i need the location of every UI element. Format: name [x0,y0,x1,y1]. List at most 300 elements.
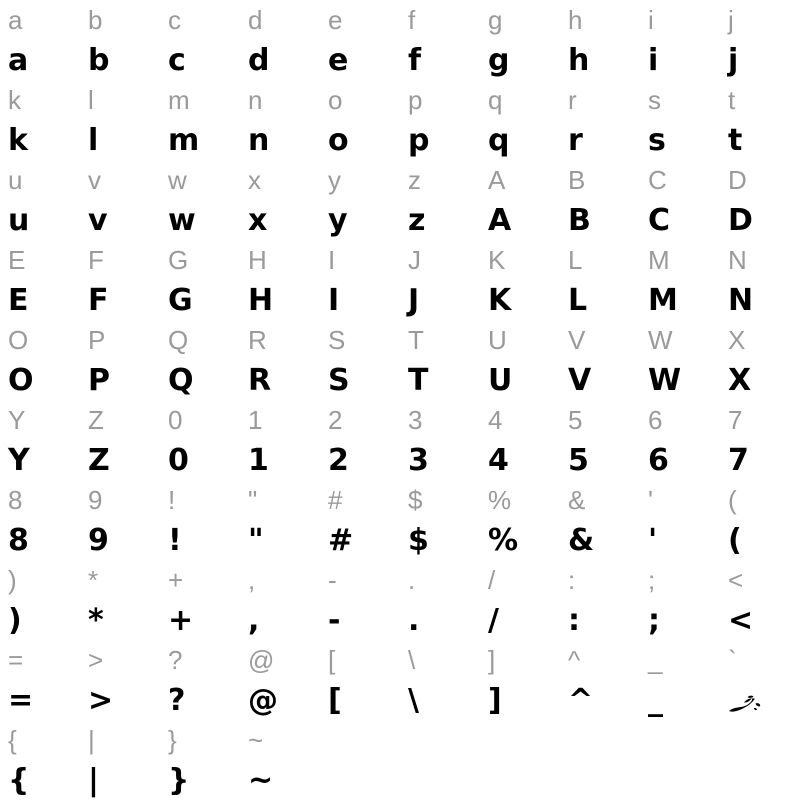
glyph-bold-cell [560,440,640,480]
glyph-label-cell [720,400,800,440]
glyph-label: R [248,325,267,355]
glyph-bold: [ [328,683,342,718]
glyph-label-cell [400,720,480,760]
glyph-bold-cell [80,440,160,480]
glyph-bold-cell [320,40,400,80]
glyph-bold: : [568,603,580,638]
glyph-label-cell [640,160,720,200]
glyph-label: ? [168,645,183,675]
glyph-bold: h [568,43,590,78]
glyph-label: 4 [488,405,503,435]
glyph-label: ( [728,485,737,515]
glyph-label-cell [640,320,720,360]
glyph-bold-cell [80,40,160,80]
glyph-label-cell [400,240,480,280]
glyph-bold: $ [408,523,429,558]
glyph-bold: v [88,203,108,238]
glyph-label-cell [320,320,400,360]
ornament-glyph [728,695,762,717]
glyph-bold: U [488,363,513,398]
bold-row [0,360,800,400]
glyph-label: k [8,85,21,115]
glyph-label: , [248,565,256,595]
glyph-label: y [328,165,341,195]
bold-row [0,760,800,800]
bold-row [0,40,800,80]
glyph-label-cell [480,560,560,600]
glyph-bold: s [648,123,666,158]
glyph-bold-cell [80,200,160,240]
glyph-label: P [88,325,106,355]
glyph-bold-cell [160,280,240,320]
bold-row [0,440,800,480]
glyph-label-cell [240,320,320,360]
glyph-label: G [168,245,189,275]
glyph-label: 1 [248,405,263,435]
glyph-bold-cell [80,760,160,800]
glyph-label-cell [240,240,320,280]
glyph-label-cell [640,480,720,520]
glyph-bold-cell [240,120,320,160]
glyph-label: 3 [408,405,423,435]
glyph-row-pair [0,400,800,480]
glyph-bold-cell [0,600,80,640]
glyph-label: v [88,165,101,195]
glyph-label-cell [560,640,640,680]
glyph-label: > [88,645,104,675]
glyph-bold: - [328,603,341,638]
glyph-bold-cell [640,360,720,400]
glyph-bold: + [168,603,194,638]
glyph-label: n [248,85,263,115]
glyph-bold-cell [480,200,560,240]
glyph-bold: , [248,603,260,638]
glyph-label-cell [560,240,640,280]
glyph-bold: F [88,283,109,318]
glyph-bold: & [568,523,595,558]
glyph-bold-cell [640,600,720,640]
glyph-bold-cell [400,520,480,560]
glyph-bold: # [328,523,354,558]
glyph-label: 7 [728,405,743,435]
glyph-bold-cell [560,280,640,320]
glyph-bold: R [248,363,272,398]
glyph-label: B [568,165,586,195]
glyph-label: b [88,5,103,35]
glyph-bold: > [88,683,114,718]
glyph-bold: = [8,683,34,718]
glyph-label: ! [168,485,176,515]
glyph-label-cell [400,80,480,120]
glyph-bold: m [168,123,200,158]
glyph-bold: @ [248,683,278,718]
glyph-label-cell [240,0,320,40]
glyph-label: 0 [168,405,183,435]
glyph-label-cell [720,0,800,40]
glyph-label: T [408,325,424,355]
glyph-bold-cell [240,760,320,800]
glyph-label: N [728,245,747,275]
glyph-label-cell [720,320,800,360]
glyph-label-cell [80,320,160,360]
glyph-bold: ) [8,603,22,638]
glyph-bold-cell [0,40,80,80]
bold-row [0,520,800,560]
glyph-label: a [8,5,23,35]
glyph-label: @ [248,645,275,675]
glyph-bold-cell [640,280,720,320]
glyph-bold-cell [80,120,160,160]
glyph-bold: l [88,123,99,158]
glyph-row-pair [0,160,800,240]
glyph-bold-cell [400,440,480,480]
glyph-bold: f [408,43,422,78]
glyph-label-cell [560,80,640,120]
glyph-bold-cell [720,120,800,160]
glyph-label-cell [480,0,560,40]
glyph-label-cell [480,160,560,200]
glyph-bold-cell [640,200,720,240]
glyph-label: $ [408,485,423,515]
glyph-label-cell [320,640,400,680]
glyph-bold-cell [640,40,720,80]
glyph-bold-cell [560,600,640,640]
glyph-bold: e [328,43,349,78]
glyph-bold-cell [80,600,160,640]
glyph-bold-cell [640,440,720,480]
glyph-bold-cell [80,680,160,720]
glyph-bold: N [728,283,754,318]
glyph-bold: 6 [648,443,669,478]
glyph-label: " [248,485,258,515]
glyph-label: V [568,325,586,355]
glyph-bold: I [328,283,340,318]
glyph-bold: p [408,123,430,158]
glyph-bold-cell [320,360,400,400]
glyph-label-cell [240,480,320,520]
glyph-bold: 1 [248,443,269,478]
glyph-bold: G [168,283,193,318]
glyph-bold-cell [720,200,800,240]
glyph-label-cell [160,320,240,360]
glyph-label-cell [400,480,480,520]
glyph-bold: Y [8,443,30,478]
glyph-bold-cell [720,520,800,560]
glyph-bold: ] [488,683,502,718]
glyph-row-pair [0,240,800,320]
glyph-label: ^ [568,645,581,675]
glyph-label-cell [80,480,160,520]
glyph-bold: Q [168,363,194,398]
glyph-bold: } [168,763,190,798]
glyph-row-pair [0,640,800,720]
glyph-label-cell [480,720,560,760]
glyph-row-pair [0,720,800,800]
glyph-bold: q [488,123,510,158]
label-row [0,720,800,760]
glyph-label-cell [720,80,800,120]
glyph-bold: < [728,603,754,638]
glyph-label: ; [648,565,656,595]
glyph-bold: u [8,203,30,238]
glyph-label: Q [168,325,189,355]
glyph-bold: \ [408,683,419,718]
glyph-label: s [648,85,661,115]
label-row [0,80,800,120]
glyph-label-cell [0,80,80,120]
glyph-bold-cell [320,520,400,560]
glyph-label: m [168,85,190,115]
glyph-bold: O [8,363,34,398]
glyph-label-cell [640,240,720,280]
glyph-label: * [88,565,99,595]
glyph-bold-cell [720,600,800,640]
glyph-label: C [648,165,667,195]
glyph-label-cell [480,400,560,440]
glyph-bold-cell [720,360,800,400]
glyph-label: r [568,85,577,115]
glyph-label: J [408,245,421,275]
glyph-bold-cell [240,520,320,560]
glyph-bold: 0 [168,443,189,478]
glyph-label: A [488,165,506,195]
glyph-label: t [728,85,736,115]
glyph-bold-cell [320,440,400,480]
glyph-bold-cell [480,760,560,800]
glyph-bold: w [168,203,196,238]
glyph-bold-cell [160,760,240,800]
glyph-bold-cell [320,600,400,640]
glyph-label-cell [160,400,240,440]
glyph-bold-cell [0,520,80,560]
glyph-label-cell [240,400,320,440]
glyph-bold-cell [240,280,320,320]
glyph-label-cell [640,80,720,120]
glyph-bold: ~ [248,763,274,798]
bold-row [0,120,800,160]
glyph-bold: K [488,283,512,318]
glyph-label: _ [648,645,663,675]
glyph-label: D [728,165,747,195]
glyph-bold-cell [400,680,480,720]
glyph-bold-cell [320,120,400,160]
glyph-bold: A [488,203,512,238]
glyph-bold-cell [160,200,240,240]
glyph-bold: D [728,203,753,238]
glyph-label: i [648,5,654,35]
glyph-label-cell [480,320,560,360]
glyph-label-cell [160,0,240,40]
glyph-label: 6 [648,405,663,435]
glyph-label-cell [560,0,640,40]
glyph-bold: | [88,763,99,798]
glyph-label: Z [88,405,104,435]
glyph-bold: y [328,203,348,238]
glyph-bold-cell [560,760,640,800]
glyph-bold-cell [400,760,480,800]
glyph-label: x [248,165,261,195]
glyph-label-cell [480,640,560,680]
glyph-bold: g [488,43,510,78]
glyph-bold: x [248,203,268,238]
glyph-bold-cell [160,40,240,80]
glyph-label-cell [240,80,320,120]
glyph-label-cell [160,160,240,200]
glyph-bold: * [88,603,104,638]
glyph-bold: z [408,203,426,238]
glyph-label-cell [720,560,800,600]
glyph-label: - [328,565,337,595]
glyph-label: X [728,325,746,355]
glyph-label: W [648,325,673,355]
glyph-bold-cell [720,40,800,80]
glyph-bold: W [648,363,682,398]
glyph-bold-cell [640,520,720,560]
glyph-label: ] [488,645,496,675]
glyph-label-cell [480,480,560,520]
glyph-label: ~ [248,725,264,755]
glyph-label-cell [320,160,400,200]
glyph-bold-cell [240,680,320,720]
glyph-label: % [488,485,512,515]
glyph-label-cell [640,560,720,600]
glyph-label-cell [640,640,720,680]
label-row [0,160,800,200]
glyph-row-pair [0,80,800,160]
glyph-label-cell [320,80,400,120]
glyph-bold-cell [480,440,560,480]
glyph-label: + [168,565,184,595]
glyph-bold-cell [480,120,560,160]
glyph-bold: T [408,363,429,398]
label-row [0,0,800,40]
glyph-label-cell [560,560,640,600]
glyph-row-pair [0,560,800,640]
glyph-label-cell [80,160,160,200]
glyph-bold: k [8,123,28,158]
glyph-bold: b [88,43,110,78]
glyph-bold-cell [480,280,560,320]
glyph-label: z [408,165,421,195]
glyph-label: 9 [88,485,103,515]
glyph-bold-cell [320,200,400,240]
label-row [0,320,800,360]
label-row [0,480,800,520]
glyph-bold: " [248,523,264,558]
glyph-bold-cell [720,680,800,720]
glyph-bold: 3 [408,443,429,478]
glyph-bold-cell [720,440,800,480]
glyph-label: 5 [568,405,583,435]
glyph-bold-cell [400,200,480,240]
glyph-bold: L [568,283,588,318]
glyph-label-cell [160,240,240,280]
glyph-bold: . [408,603,420,638]
glyph-label: q [488,85,503,115]
glyph-bold: i [648,43,659,78]
glyph-bold: S [328,363,350,398]
label-row [0,240,800,280]
glyph-bold-cell [0,360,80,400]
glyph-bold-cell [560,200,640,240]
glyph-bold-cell [560,120,640,160]
glyph-label: F [88,245,104,275]
glyph-label-cell [400,400,480,440]
glyph-bold-cell [0,200,80,240]
bold-row [0,680,800,720]
glyph-bold: B [568,203,591,238]
glyph-label: f [408,5,416,35]
glyph-bold: ' [648,523,658,558]
glyph-label-cell [480,240,560,280]
glyph-label-cell [320,0,400,40]
glyph-label: E [8,245,26,275]
glyph-label-cell [560,720,640,760]
glyph-label-cell [720,480,800,520]
glyph-row-pair [0,480,800,560]
glyph-label: g [488,5,503,35]
glyph-label-cell [0,160,80,200]
glyph-bold-cell [560,680,640,720]
bold-row [0,600,800,640]
glyph-label: c [168,5,181,35]
glyph-label: K [488,245,506,275]
glyph-bold-cell [160,680,240,720]
glyph-label: ) [8,565,17,595]
glyph-label: / [488,565,496,595]
glyph-label: d [248,5,263,35]
glyph-label-cell [0,240,80,280]
glyph-bold: E [8,283,29,318]
glyph-bold-cell [160,120,240,160]
glyph-label: w [168,165,187,195]
glyph-bold: ; [648,603,660,638]
glyph-label-cell [240,640,320,680]
glyph-label-cell [0,640,80,680]
glyph-bold-cell [720,760,800,800]
glyph-bold-cell [0,760,80,800]
glyph-label: # [328,485,343,515]
glyph-label-cell [80,0,160,40]
glyph-label: e [328,5,343,35]
glyph-bold-cell [240,600,320,640]
glyph-bold-cell [160,600,240,640]
glyph-label: & [568,485,586,515]
glyph-bold-cell [320,760,400,800]
glyph-label-cell [400,160,480,200]
glyph-row-pair [0,0,800,80]
glyph-bold: 9 [88,523,109,558]
glyph-bold: d [248,43,270,78]
glyph-bold: ( [728,523,742,558]
glyph-bold-cell [400,600,480,640]
glyph-label-cell [80,720,160,760]
glyph-bold: C [648,203,671,238]
glyph-bold: r [568,123,583,158]
glyph-bold: t [728,123,743,158]
glyph-bold: 4 [488,443,509,478]
glyph-bold-cell [720,280,800,320]
glyph-label: ` [728,645,737,675]
glyph-label-cell [560,320,640,360]
glyph-bold-cell [640,760,720,800]
glyph-bold-cell [400,120,480,160]
glyph-bold-cell [480,680,560,720]
glyph-label: p [408,85,423,115]
glyph-bold-cell [0,680,80,720]
glyph-label-cell [240,560,320,600]
glyph-label-cell [400,0,480,40]
